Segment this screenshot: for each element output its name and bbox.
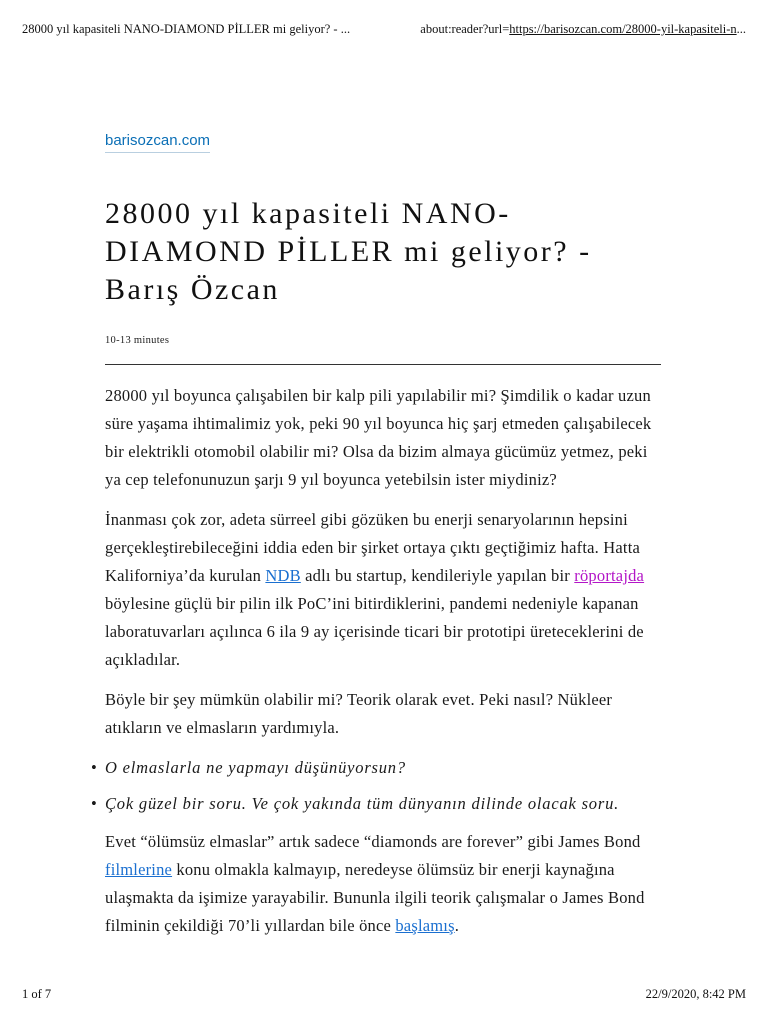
text-span: Evet “ölümsüz elmaslar” artık sadece “diamonds are forever” gibi James Bond	[105, 832, 641, 851]
print-footer	[22, 987, 746, 1002]
interview-link[interactable]: röportajda	[574, 566, 645, 585]
site-link[interactable]: barisozcan.com	[105, 132, 210, 153]
text-span: adlı bu startup, kendileriyle yapılan bir	[300, 566, 575, 585]
list-item	[91, 754, 661, 782]
text-span: .	[454, 916, 460, 935]
films-link[interactable]: filmlerine	[105, 860, 173, 879]
header-divider	[105, 364, 661, 365]
quote-list	[91, 754, 661, 818]
url-suffix: ...	[736, 22, 746, 36]
list-item-text: O elmaslarla ne yapmayı düşünüyorsun?	[105, 758, 406, 777]
bullet-icon: •	[91, 794, 98, 813]
article-body	[91, 382, 661, 940]
paragraph-1: 28000 yıl boyunca çalışabilen bir kalp pili yapılabilir mi? Şimdilik o kadar uzun süre yaşama ihtimalimiz yok, peki 90 yıl boyunca hiç şarj etmeden çalışabilecek bir elektrikli otomobil olabilir mi? Olsa da bizim almaya gücümüz yetmez, peki ya cep telefonunuzun şarjı 9 yıl boyunca yetebilsin ister miydiniz?	[105, 386, 652, 489]
reader-content	[91, 132, 661, 952]
paragraph-4	[105, 828, 661, 940]
page-number: 1 of 7	[22, 987, 52, 1001]
text-span: İnanması çok zor, adeta sürreel gibi gözüken bu enerji senaryolarının hepsini gerçekleştirebileceğini iddia eden bir şirket ortaya çıktı geçtiğimiz hafta. Hatta Kaliforniya’da kurulan	[105, 510, 641, 585]
paragraph-2	[105, 506, 661, 674]
print-datetime: 22/9/2020, 8:42 PM	[645, 987, 746, 1001]
text-span: konu olmakla kalmayıp, neredeyse ölümsüz bir enerji kaynağına ulaşmakta da işimize yarayabilir. Bununla ilgili teorik çalışmalar o James Bond filminin çekildiği 70’li yıllardan bile önce	[105, 860, 645, 935]
url-prefix: about:reader?url=	[420, 22, 510, 36]
list-item-text: Çok güzel bir soru. Ve çok yakında tüm dünyanın dilinde olacak soru.	[105, 794, 620, 813]
text-span: böylesine güçlü bir pilin ilk PoC’ini bitirdiklerini, pandemi nedeniyle kapanan laboratuvarları açılınca 6 ila 9 ay içerisinde ticari bir prototipi üreteceklerini de açıkladılar.	[105, 594, 644, 669]
paragraph-3: Böyle bir şey mümkün olabilir mi? Teorik olarak evet. Peki nasıl? Nükleer atıkların ve elmasların yardımıyla.	[105, 690, 613, 737]
bullet-icon: •	[91, 758, 98, 777]
ndb-link[interactable]: NDB	[265, 566, 301, 585]
article-title: 28000 yıl kapasiteli NANO-DIAMOND PİLLER mi geliyor? - Barış Özcan	[105, 197, 592, 306]
url-link[interactable]: https://barisozcan.com/28000-yil-kapasiteli-n	[509, 22, 737, 36]
print-header	[22, 22, 746, 37]
print-url	[420, 22, 746, 37]
print-page-title: 28000 yıl kapasiteli NANO-DIAMOND PİLLER mi geliyor? - ...	[22, 22, 351, 36]
list-item	[91, 790, 661, 818]
started-link[interactable]: başlamış	[395, 916, 455, 935]
reading-time: 10-13 minutes	[105, 335, 170, 346]
